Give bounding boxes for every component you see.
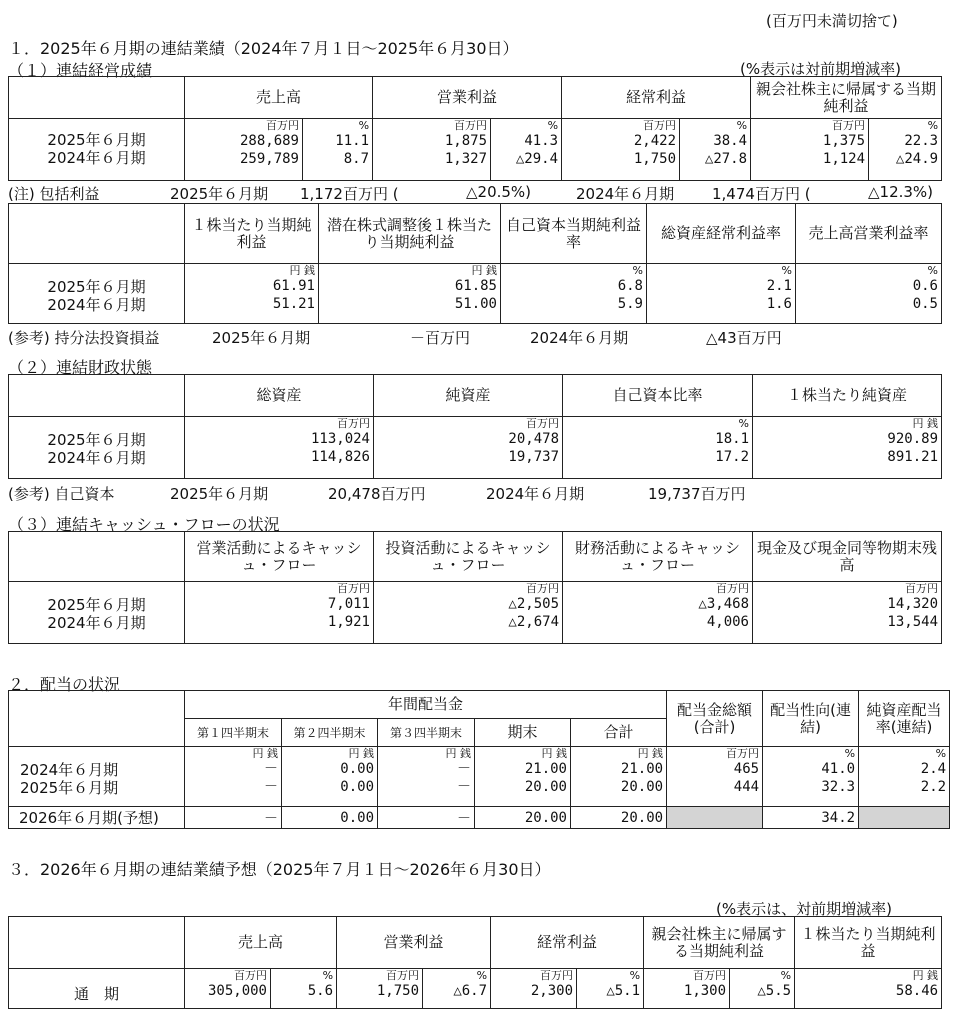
equity-method-label: (参考) 持分法投資損益 xyxy=(8,329,160,347)
unit-label: 円 銭 xyxy=(252,747,278,760)
financial-position-table xyxy=(8,374,942,479)
header-total-assets: 総資産 xyxy=(185,375,374,417)
unit-label: 百万円 xyxy=(234,969,267,982)
table-cell: 0.6 xyxy=(912,278,938,294)
row-label: 2025年６月期 xyxy=(47,278,146,296)
comp-income-pct2: △12.3%) xyxy=(868,183,934,201)
unit-label: % xyxy=(358,119,370,132)
table-cell: 1,921 xyxy=(327,614,370,630)
table-cell: 2,422 xyxy=(633,133,677,149)
table-cell: 21.00 xyxy=(524,761,567,777)
table-cell: 1,300 xyxy=(683,983,727,999)
operating-results-table xyxy=(8,76,942,181)
table-cell: － xyxy=(185,807,282,829)
unit-label: % xyxy=(927,264,938,277)
section1-title: １．2025年６月期の連結業績（2024年７月１日～2025年６月30日） xyxy=(8,39,519,58)
header-q2: 第２四半期末 xyxy=(282,719,378,747)
comp-income-value1: 1,172百万円 ( xyxy=(300,185,399,203)
header-q3: 第３四半期末 xyxy=(378,719,475,747)
table-cell: － xyxy=(457,761,471,777)
equity-method-value1: －百万円 xyxy=(410,329,471,347)
table-cell: 1,875 xyxy=(444,133,488,149)
header-payout-ratio: 配当性向(連結) xyxy=(763,691,859,747)
per-share-table xyxy=(8,203,942,324)
table-cell: 920.89 xyxy=(887,431,938,447)
table-cell: 13,544 xyxy=(887,614,938,630)
table-cell: △27.8 xyxy=(704,151,748,167)
section3-title: ３．2026年６月期の連結業績予想（2025年７月１日～2026年６月30日） xyxy=(8,860,551,879)
unit-label: 百万円 xyxy=(643,119,677,132)
table-cell: 51.21 xyxy=(272,296,315,312)
unit-label: % xyxy=(736,119,748,132)
table-cell: 41.0 xyxy=(821,761,856,777)
unit-label: 百万円 xyxy=(386,969,420,982)
unit-label: 百万円 xyxy=(832,119,866,132)
table-cell: 19,737 xyxy=(508,449,559,465)
header-ordinary-profit: 経常利益 xyxy=(491,917,644,969)
unit-label: 円 銭 xyxy=(471,264,497,277)
table-cell: 2.4 xyxy=(920,761,947,777)
table-cell: 4,006 xyxy=(706,614,749,630)
table-cell: 0.00 xyxy=(340,761,374,777)
table-cell: 51.00 xyxy=(454,296,497,312)
unit-label: 百万円 xyxy=(266,119,299,132)
forecast-table xyxy=(8,916,942,1009)
header-sales: 売上高 xyxy=(185,917,337,969)
unit-label: 百万円 xyxy=(716,582,749,595)
header-net-income: 親会社株主に帰属する当期純利益 xyxy=(644,917,795,969)
unit-label: 円 銭 xyxy=(912,969,939,982)
table-cell: △2,505 xyxy=(508,596,559,612)
unit-label: % xyxy=(629,969,641,982)
header-net-income: 親会社株主に帰属する当期純利益 xyxy=(751,77,942,119)
table-cell: △3,468 xyxy=(698,596,749,612)
comp-income-label: (注) 包括利益 xyxy=(8,185,100,203)
table-cell: 2.1 xyxy=(766,278,792,294)
shaded-cell xyxy=(859,807,950,829)
header-eps: １株当たり当期純利益 xyxy=(795,917,942,969)
header-bps: １株当たり純資産 xyxy=(753,375,942,417)
table-cell: 6.8 xyxy=(617,278,643,294)
table-cell: 14,320 xyxy=(887,596,938,612)
table-cell: 288,689 xyxy=(239,133,299,149)
table-cell: 0.5 xyxy=(912,296,938,312)
table-cell: 5.9 xyxy=(617,296,643,312)
table-cell: 61.91 xyxy=(272,278,315,294)
equity-label: (参考) 自己資本 xyxy=(8,485,115,503)
header-eps: １株当たり当期純利益 xyxy=(185,204,319,264)
table-cell: 1,327 xyxy=(444,151,488,167)
table-cell: 1,375 xyxy=(822,133,866,149)
unit-label: % xyxy=(927,119,939,132)
row-label: 2024年６月期 xyxy=(47,614,146,632)
table-cell: 305,000 xyxy=(207,983,267,999)
table-cell: － xyxy=(264,761,278,777)
table-cell: △5.5 xyxy=(757,983,792,999)
unit-label: % xyxy=(322,969,334,982)
table-cell: 465 xyxy=(733,761,760,777)
header-investing-cf: 投資活動によるキャッシュ・フロー xyxy=(374,532,563,582)
table-cell: 17.2 xyxy=(715,449,749,465)
header-operating-profit: 営業利益 xyxy=(337,917,491,969)
table-cell: △29.4 xyxy=(515,151,559,167)
header-financing-cf: 財務活動によるキャッシュ・フロー xyxy=(563,532,753,582)
table-cell: 1.6 xyxy=(766,296,792,312)
table-cell: 7,011 xyxy=(327,596,370,612)
row-label: 2024年６月期 xyxy=(47,449,146,467)
unit-label: 円 銭 xyxy=(348,747,374,760)
unit-label: 百万円 xyxy=(337,582,370,595)
shaded-cell xyxy=(667,807,763,829)
unit-label: 百万円 xyxy=(693,969,727,982)
header-operating-profit: 営業利益 xyxy=(373,77,562,119)
unit-label: % xyxy=(935,747,947,760)
cash-flow-table xyxy=(8,531,942,644)
unit-label: % xyxy=(632,264,643,277)
section1-sub1-title: （１）連結経営成績 xyxy=(8,61,153,80)
comp-income-value2: 1,474百万円 ( xyxy=(712,185,811,203)
table-cell: － xyxy=(264,779,278,795)
header-operating-cf: 営業活動によるキャッシュ・フロー xyxy=(185,532,374,582)
row-label: 2025年６月期 xyxy=(20,779,119,797)
table-cell: 1,124 xyxy=(822,151,866,167)
unit-label: 百万円 xyxy=(905,582,938,595)
header-sales: 売上高 xyxy=(185,77,373,119)
table-cell: 114,826 xyxy=(310,449,370,465)
table-cell: 891.21 xyxy=(887,449,938,465)
table-cell: 11.1 xyxy=(335,133,370,149)
header-dividend-on-equity: 純資産配当率(連結) xyxy=(859,691,950,747)
row-label: 2025年６月期 xyxy=(47,596,146,614)
table-cell: 444 xyxy=(733,779,760,795)
row-label: 2024年６月期 xyxy=(47,149,146,167)
section3-note: (%表示は、対前期増減率) xyxy=(716,900,892,918)
comp-income-year2: 2024年６月期 xyxy=(576,185,675,203)
table-cell: 38.4 xyxy=(713,133,748,149)
equity-method-year2: 2024年６月期 xyxy=(530,329,629,347)
table-cell: △24.9 xyxy=(895,151,939,167)
header-ordinary-profit: 経常利益 xyxy=(562,77,751,119)
comp-income-year1: 2025年６月期 xyxy=(170,185,269,203)
equity-year1: 2025年６月期 xyxy=(170,485,269,503)
header-annual-dividends: 年間配当金 xyxy=(185,691,667,719)
unit-label: 円 銭 xyxy=(637,747,664,760)
equity-value2: 19,737百万円 xyxy=(648,485,746,503)
unit-label: 円 銭 xyxy=(289,264,315,277)
header-total: 合計 xyxy=(571,719,667,747)
unit-label: % xyxy=(844,747,856,760)
equity-method-value2: △43百万円 xyxy=(706,329,782,347)
table-cell: 2.2 xyxy=(920,779,947,795)
unit-label: 円 銭 xyxy=(912,417,938,430)
unit-label: % xyxy=(781,264,792,277)
table-cell: 20.00 xyxy=(571,807,667,829)
header-diluted-eps: 潜在株式調整後１株当たり当期純利益 xyxy=(319,204,501,264)
table-cell: 41.3 xyxy=(524,133,559,149)
unit-label: 百万円 xyxy=(337,417,370,430)
row-label: 2024年６月期 xyxy=(20,761,119,779)
unit-label: % xyxy=(738,417,749,430)
unit-label: 円 銭 xyxy=(445,747,471,760)
header-cash-balance: 現金及び現金同等物期末残高 xyxy=(753,532,942,582)
table-cell: － xyxy=(378,807,475,829)
header-net-assets: 純資産 xyxy=(374,375,563,417)
section1-sub1-note: (%表示は対前期増減率) xyxy=(740,60,901,78)
header-equity-ratio: 自己資本比率 xyxy=(563,375,753,417)
unit-label: 百万円 xyxy=(540,969,574,982)
table-cell: 21.00 xyxy=(620,761,664,777)
table-cell: 58.46 xyxy=(895,983,939,999)
table-cell: 22.3 xyxy=(904,133,939,149)
table-cell: 20.00 xyxy=(524,779,567,795)
header-operating-margin: 売上高営業利益率 xyxy=(796,204,942,264)
table-cell: 1,750 xyxy=(633,151,677,167)
unit-label: 百万円 xyxy=(454,119,488,132)
section1-sub2-title: （２）連結財政状態 xyxy=(8,358,153,377)
table-cell: △6.7 xyxy=(453,983,488,999)
unit-note: (百万円未満切捨て) xyxy=(766,12,898,30)
row-label: 2025年６月期 xyxy=(47,131,146,149)
table-cell: 5.6 xyxy=(307,983,334,999)
comp-income-pct1: △20.5%) xyxy=(466,183,532,201)
unit-label: % xyxy=(780,969,792,982)
header-roa: 総資産経常利益率 xyxy=(647,204,796,264)
section1-sub3-title: （３）連結キャッシュ・フローの状況 xyxy=(8,515,280,534)
dividends-table xyxy=(8,690,950,829)
unit-label: 百万円 xyxy=(726,747,760,760)
table-cell: △5.1 xyxy=(606,983,641,999)
section2-title: ２．配当の状況 xyxy=(8,675,121,694)
equity-year2: 2024年６月期 xyxy=(486,485,585,503)
table-cell: 34.2 xyxy=(763,807,859,829)
table-cell: 61.85 xyxy=(454,278,497,294)
table-cell: 0.00 xyxy=(340,779,374,795)
table-cell: 20.00 xyxy=(620,779,664,795)
table-cell: 18.1 xyxy=(715,431,749,447)
row-label-forecast: 2026年６月期(予想) xyxy=(9,807,185,829)
row-label-full-year: 通 期 xyxy=(73,985,119,1003)
row-label: 2025年６月期 xyxy=(47,431,146,449)
table-cell: 2,300 xyxy=(530,983,574,999)
table-cell: 20.00 xyxy=(475,807,571,829)
unit-label: 百万円 xyxy=(526,417,559,430)
unit-label: 百万円 xyxy=(526,582,559,595)
unit-label: % xyxy=(476,969,488,982)
header-year-end: 期末 xyxy=(475,719,571,747)
header-roe: 自己資本当期純利益率 xyxy=(501,204,647,264)
equity-value1: 20,478百万円 xyxy=(328,485,426,503)
equity-method-year1: 2025年６月期 xyxy=(212,329,311,347)
header-q1: 第１四半期末 xyxy=(185,719,282,747)
table-cell: 8.7 xyxy=(343,151,370,167)
table-cell: 113,024 xyxy=(310,431,370,447)
unit-label: % xyxy=(547,119,559,132)
header-total-dividends: 配当金総額(合計) xyxy=(667,691,763,747)
table-cell: 20,478 xyxy=(508,431,559,447)
table-cell: 1,750 xyxy=(376,983,420,999)
unit-label: 円 銭 xyxy=(541,747,567,760)
table-cell: 259,789 xyxy=(239,151,299,167)
table-cell: 0.00 xyxy=(282,807,378,829)
table-cell: 32.3 xyxy=(821,779,856,795)
table-cell: △2,674 xyxy=(508,614,559,630)
row-label: 2024年６月期 xyxy=(47,296,146,314)
table-cell: － xyxy=(457,779,471,795)
